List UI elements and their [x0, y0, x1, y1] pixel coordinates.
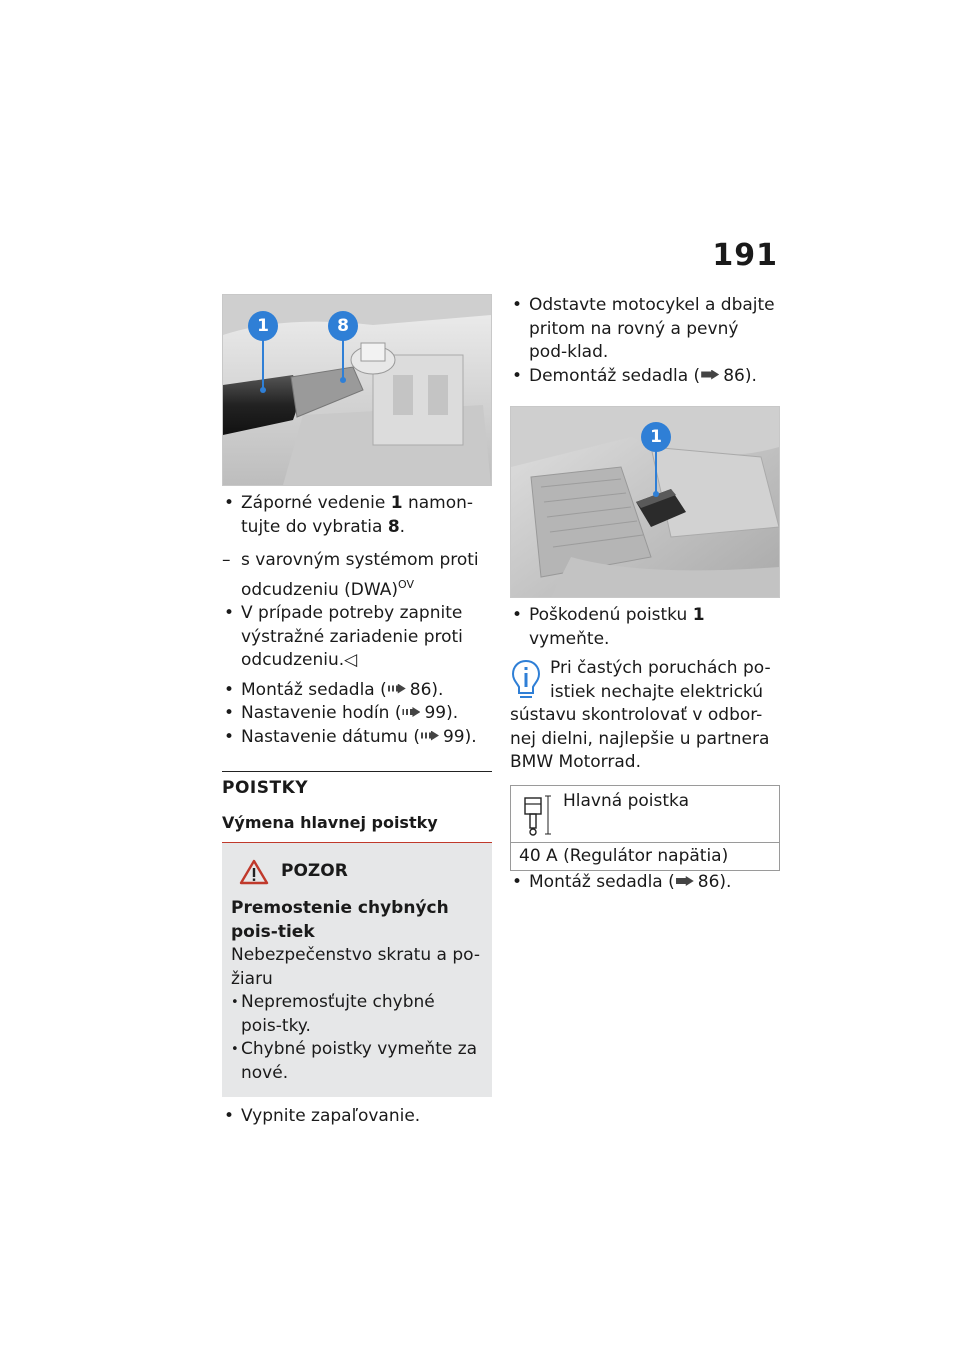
warning-bullet: • Nepremosťujte chybné pois-tky. [231, 991, 480, 1038]
section-title: POISTKY [222, 771, 492, 801]
page-ref-link[interactable]: 99). [442, 726, 477, 747]
step-seat-mount: • Montáž sedadla ( 86). [510, 871, 780, 895]
warning-box [222, 843, 492, 1097]
page-ref-link[interactable]: 86). [409, 679, 444, 700]
callout-1: 1 [641, 422, 671, 452]
subsection-title: Výmena hlavnej poistky [222, 811, 492, 844]
info-note [510, 657, 780, 775]
page-ref-icon [402, 707, 420, 717]
step-seat-removal: • Demontáž sedadla ( 86). [510, 365, 780, 389]
step-clock: • Nastavenie hodín ( 99). [222, 702, 492, 726]
step-negative-cable: • Záporné vedenie 1 namon-tujte do vybratia 8. [222, 492, 492, 539]
battery-terminal-figure [222, 294, 492, 486]
info-icon [510, 659, 542, 701]
condition-dwa: – s varovným systémom proti odcudzeniu (DWA)$^{OV}$ [222, 549, 492, 602]
page-ref-link[interactable]: 86). [697, 872, 732, 892]
fuse-spec-label: Hlavná poistka [563, 790, 689, 811]
page-ref-link[interactable]: 99). [424, 703, 459, 723]
warning-header [239, 859, 480, 885]
step-ignition-off: • Vypnite zapaľovanie. [222, 1105, 492, 1129]
warning-triangle-icon [239, 859, 269, 885]
step-replace-fuse: • Poškodenú poistku 1 vymeňte. [510, 604, 780, 651]
fuse-icon [519, 792, 553, 838]
page-number: 191 [712, 238, 778, 273]
step-date: • Nastavenie dátumu ( 99). [222, 726, 492, 750]
step-seat-mount: • Montáž sedadla ( 86). [222, 679, 492, 703]
step-park: • Odstavte motocykel a dbajte pritom na rovný a pevný pod-klad. [510, 294, 780, 365]
page-ref-icon [388, 684, 406, 694]
right-column [510, 294, 780, 895]
left-column [222, 294, 492, 1129]
warning-bullet: • Chybné poistky vymeňte za nové. [231, 1038, 480, 1085]
page-ref-icon [701, 370, 719, 380]
info-text: Pri častých poruchách po-istiek nechajte elektrickú sústavu skontrolovať v odbor-nej dielni, najlepšie u partnera BMW Motorrad. [510, 658, 771, 772]
callout-1: 1 [248, 311, 278, 341]
fuse-spec-table [510, 785, 780, 872]
main-fuse-figure [510, 406, 780, 598]
page-ref-icon [676, 876, 694, 886]
step-alarm: • V prípade potreby zapnite výstražné zariadenie proti odcudzeniu.◁ [222, 602, 492, 673]
fuse-spec-header [511, 786, 779, 843]
warning-label: POZOR [281, 861, 348, 882]
warning-text: Nebezpečenstvo skratu a po-žiaru [231, 945, 480, 989]
callout-8: 8 [328, 311, 358, 341]
page-ref-link[interactable]: 86). [723, 365, 757, 386]
fuse-spec-value: 40 A (Regulátor napätia) [519, 845, 729, 866]
page-ref-icon [421, 731, 439, 741]
warning-title: Premostenie chybných pois-tiek [231, 898, 449, 942]
